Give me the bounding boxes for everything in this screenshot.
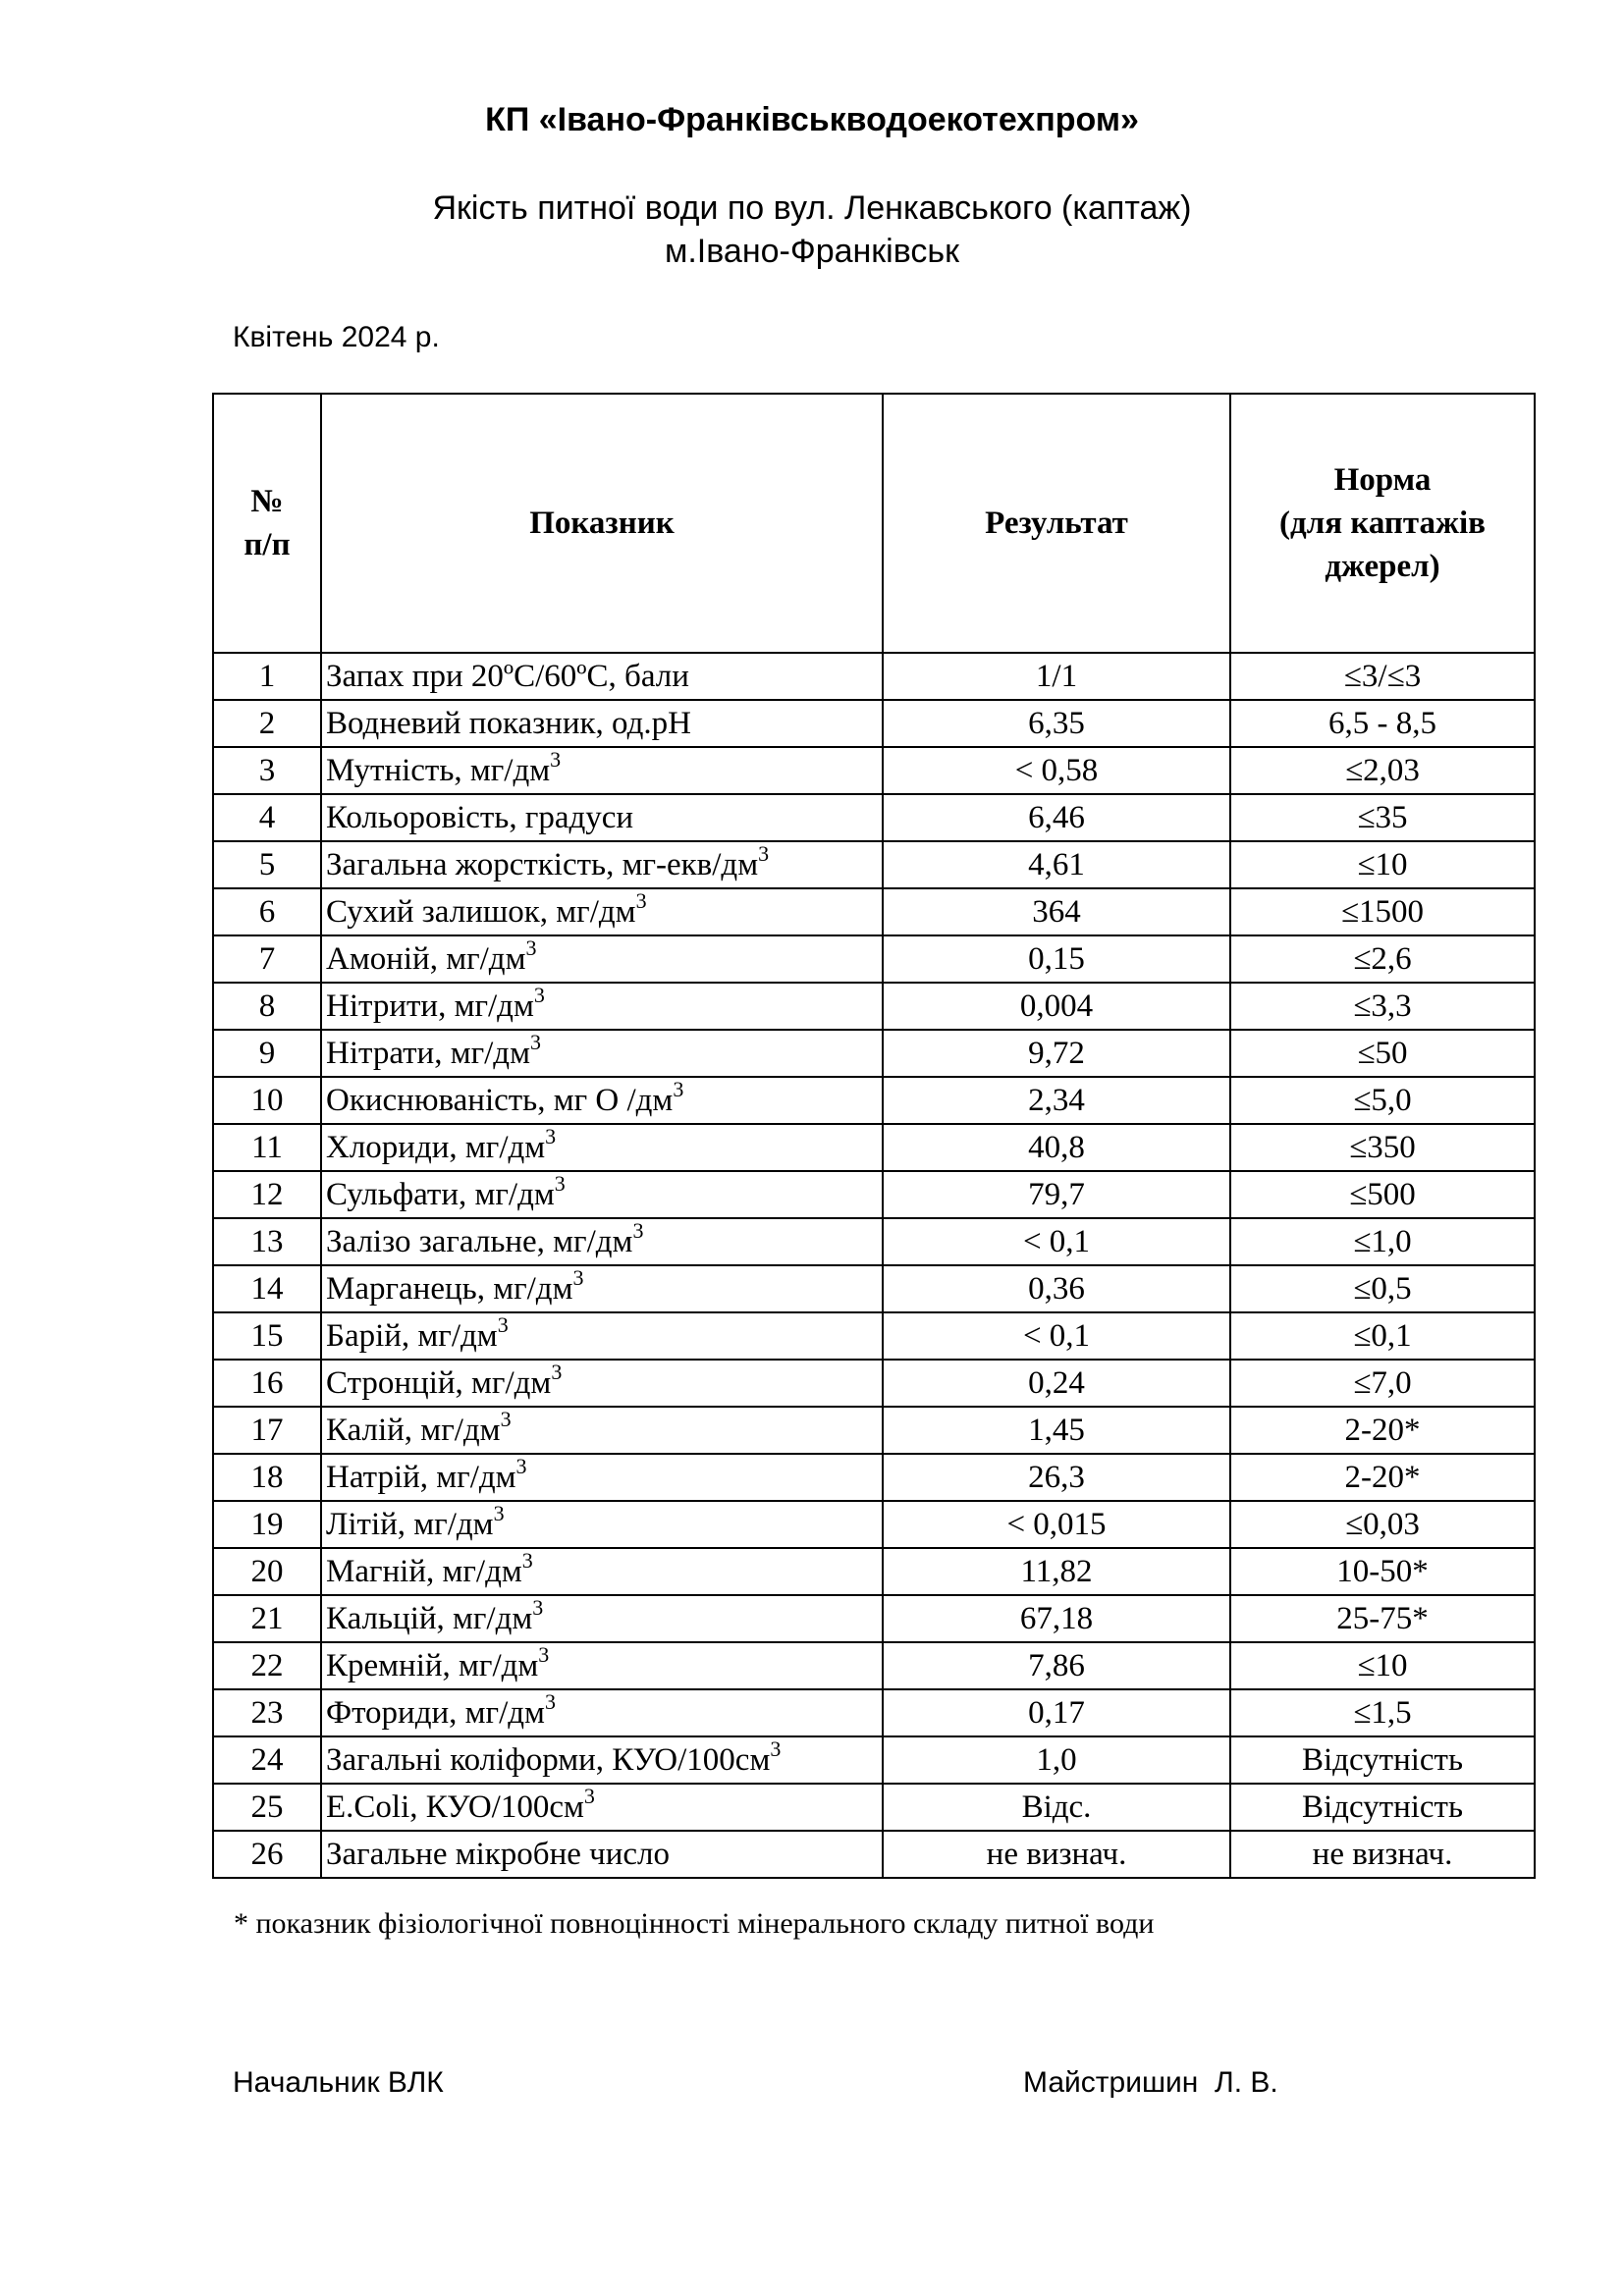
table-row: [213, 1689, 1535, 1736]
row-number: 7: [213, 935, 321, 983]
result-value: 9,72: [883, 1030, 1230, 1077]
row-number: 12: [213, 1171, 321, 1218]
indicator-label: Літій, мг/дм: [326, 1507, 494, 1542]
result-value: не визнач.: [883, 1831, 1230, 1878]
result-value: 0,17: [883, 1689, 1230, 1736]
result-value: 7,86: [883, 1642, 1230, 1689]
table-row: [213, 1784, 1535, 1831]
table-row: [213, 1360, 1535, 1407]
result-value: 1,0: [883, 1736, 1230, 1784]
row-number: 20: [213, 1548, 321, 1595]
indicator-label: Хлориди, мг/дм: [326, 1130, 546, 1165]
indicator-name: [321, 1265, 883, 1312]
row-number: 13: [213, 1218, 321, 1265]
indicator-name: [321, 700, 883, 747]
result-value: 4,61: [883, 841, 1230, 888]
norm-value: ≤3/≤3: [1230, 653, 1535, 700]
unit-superscript: 3: [545, 1124, 557, 1148]
norm-value: ≤10: [1230, 1642, 1535, 1689]
norm-value: 10-50*: [1230, 1548, 1535, 1595]
row-number: 21: [213, 1595, 321, 1642]
table-row: [213, 983, 1535, 1030]
unit-superscript: 3: [635, 888, 647, 913]
report-date: Квітень 2024 р.: [233, 321, 440, 353]
indicator-label: Натрій, мг/дм: [326, 1460, 516, 1495]
result-value: 1,45: [883, 1407, 1230, 1454]
indicator-label: Водневий показник, од.pH: [326, 706, 691, 741]
indicator-name: [321, 983, 883, 1030]
result-value: < 0,1: [883, 1312, 1230, 1360]
table-row: [213, 1736, 1535, 1784]
result-value: 0,15: [883, 935, 1230, 983]
result-value: 2,34: [883, 1077, 1230, 1124]
header-indicator: Показник: [321, 394, 883, 653]
unit-superscript: 3: [493, 1501, 505, 1525]
norm-value: ≤5,0: [1230, 1077, 1535, 1124]
table-row: [213, 1831, 1535, 1878]
norm-value: ≤2,03: [1230, 747, 1535, 794]
indicator-name: [321, 1548, 883, 1595]
unit-superscript: 3: [521, 1548, 533, 1573]
row-number: 6: [213, 888, 321, 935]
row-number: 19: [213, 1501, 321, 1548]
unit-superscript: 3: [533, 983, 545, 1007]
indicator-name: [321, 1312, 883, 1360]
signature-name: Майстришин Л. В.: [1023, 2066, 1278, 2099]
unit-superscript: 3: [497, 1312, 509, 1337]
table-row: [213, 1218, 1535, 1265]
indicator-label: Сульфати, мг/дм: [326, 1177, 555, 1212]
unit-superscript: 3: [538, 1642, 550, 1667]
indicator-label: Сухий залишок, мг/дм: [326, 894, 636, 930]
table-row: [213, 841, 1535, 888]
result-value: 0,36: [883, 1265, 1230, 1312]
norm-value: ≤1,0: [1230, 1218, 1535, 1265]
table-row: [213, 1265, 1535, 1312]
indicator-label: Марганець, мг/дм: [326, 1271, 573, 1307]
indicator-name: [321, 1077, 883, 1124]
result-value: < 0,015: [883, 1501, 1230, 1548]
table-body: [213, 653, 1535, 1878]
indicator-name: [321, 1642, 883, 1689]
norm-value: ≤0,03: [1230, 1501, 1535, 1548]
table-row: [213, 1312, 1535, 1360]
indicator-label: Магній, мг/дм: [326, 1554, 522, 1589]
row-number: 26: [213, 1831, 321, 1878]
result-value: 1/1: [883, 653, 1230, 700]
norm-value: не визнач.: [1230, 1831, 1535, 1878]
norm-value: ≤1,5: [1230, 1689, 1535, 1736]
indicator-label: Запах при 20ºC/60ºC, бали: [326, 659, 689, 694]
result-value: 67,18: [883, 1595, 1230, 1642]
norm-value: Відсутність: [1230, 1784, 1535, 1831]
row-number: 15: [213, 1312, 321, 1360]
signature-position: Начальник ВЛК: [233, 2066, 444, 2099]
table-row: [213, 653, 1535, 700]
indicator-name: [321, 1407, 883, 1454]
indicator-name: [321, 1831, 883, 1878]
indicator-name: [321, 1784, 883, 1831]
indicator-label: Фториди, мг/дм: [326, 1695, 545, 1731]
row-number: 17: [213, 1407, 321, 1454]
table-row: [213, 1501, 1535, 1548]
table-row: [213, 1124, 1535, 1171]
row-number: 3: [213, 747, 321, 794]
indicator-name: [321, 1171, 883, 1218]
subtitle-line-2: м.Івано-Франківськ: [664, 233, 959, 270]
row-number: 8: [213, 983, 321, 1030]
subtitle-line-1: Якість питної води по вул. Ленкавського (каптаж): [432, 189, 1192, 227]
row-number: 2: [213, 700, 321, 747]
table-row: [213, 935, 1535, 983]
result-value: 364: [883, 888, 1230, 935]
row-number: 1: [213, 653, 321, 700]
indicator-name: [321, 653, 883, 700]
norm-value: 25-75*: [1230, 1595, 1535, 1642]
indicator-name: [321, 794, 883, 841]
indicator-label: Калій, мг/дм: [326, 1413, 501, 1448]
indicator-name: [321, 888, 883, 935]
table-row: [213, 1595, 1535, 1642]
table-row: [213, 1077, 1535, 1124]
table-row: [213, 747, 1535, 794]
unit-superscript: 3: [551, 1360, 563, 1384]
table-row: [213, 1030, 1535, 1077]
result-value: 40,8: [883, 1124, 1230, 1171]
norm-value: 6,5 - 8,5: [1230, 700, 1535, 747]
table-row: [213, 1407, 1535, 1454]
indicator-name: [321, 1501, 883, 1548]
result-value: 6,46: [883, 794, 1230, 841]
unit-superscript: 3: [500, 1407, 512, 1431]
indicator-name: [321, 1360, 883, 1407]
indicator-label: Окиснюваність, мг О /дм: [326, 1083, 674, 1118]
norm-value: Відсутність: [1230, 1736, 1535, 1784]
unit-superscript: 3: [770, 1736, 782, 1761]
table-header-row: [213, 394, 1535, 653]
indicator-label: Нітрити, мг/дм: [326, 988, 534, 1024]
result-value: 6,35: [883, 700, 1230, 747]
unit-superscript: 3: [554, 1171, 566, 1196]
indicator-label: Загальне мікробне число: [326, 1837, 671, 1872]
indicator-name: [321, 1454, 883, 1501]
table-row: [213, 1642, 1535, 1689]
indicator-name: [321, 747, 883, 794]
norm-value: ≤35: [1230, 794, 1535, 841]
indicator-name: [321, 1124, 883, 1171]
norm-value: 2-20*: [1230, 1454, 1535, 1501]
row-number: 14: [213, 1265, 321, 1312]
row-number: 24: [213, 1736, 321, 1784]
organization-title: КП «Івано-Франківськводоекотехпром»: [485, 101, 1139, 138]
table-row: [213, 1454, 1535, 1501]
indicator-label: E.Coli, КУО/100см: [326, 1789, 584, 1825]
norm-value: ≤500: [1230, 1171, 1535, 1218]
row-number: 4: [213, 794, 321, 841]
indicator-name: [321, 841, 883, 888]
indicator-name: [321, 1218, 883, 1265]
header-num: № п/п: [213, 394, 321, 653]
indicator-name: [321, 1736, 883, 1784]
row-number: 22: [213, 1642, 321, 1689]
result-value: < 0,1: [883, 1218, 1230, 1265]
indicator-name: [321, 1689, 883, 1736]
unit-superscript: 3: [532, 1595, 544, 1620]
unit-superscript: 3: [529, 1030, 541, 1054]
unit-superscript: 3: [632, 1218, 644, 1243]
header-norm: Норма (для каптажів джерел): [1230, 394, 1535, 653]
result-value: Відс.: [883, 1784, 1230, 1831]
indicator-label: Загальні коліформи, КУО/100см: [326, 1742, 771, 1778]
row-number: 11: [213, 1124, 321, 1171]
unit-superscript: 3: [544, 1689, 556, 1714]
norm-value: ≤1500: [1230, 888, 1535, 935]
result-value: 0,004: [883, 983, 1230, 1030]
header-result: Результат: [883, 394, 1230, 653]
unit-superscript: 3: [572, 1265, 584, 1290]
row-number: 18: [213, 1454, 321, 1501]
norm-value: ≤0,1: [1230, 1312, 1535, 1360]
indicator-label: Барій, мг/дм: [326, 1318, 498, 1354]
row-number: 23: [213, 1689, 321, 1736]
result-value: 26,3: [883, 1454, 1230, 1501]
norm-value: 2-20*: [1230, 1407, 1535, 1454]
norm-value: ≤7,0: [1230, 1360, 1535, 1407]
result-value: 79,7: [883, 1171, 1230, 1218]
row-number: 10: [213, 1077, 321, 1124]
unit-superscript: 3: [758, 841, 770, 866]
water-quality-table: [212, 393, 1536, 1879]
footnote: * показник фізіологічної повноцінності мінерального складу питної води: [234, 1907, 1155, 1940]
indicator-name: [321, 1030, 883, 1077]
table-row: [213, 700, 1535, 747]
unit-superscript: 3: [583, 1784, 595, 1808]
indicator-label: Стронцій, мг/дм: [326, 1365, 552, 1401]
unit-superscript: 3: [673, 1077, 684, 1101]
norm-value: ≤0,5: [1230, 1265, 1535, 1312]
row-number: 5: [213, 841, 321, 888]
norm-value: ≤2,6: [1230, 935, 1535, 983]
document-subtitle: [0, 187, 1624, 273]
indicator-label: Загальна жорсткість, мг-екв/дм: [326, 847, 759, 882]
norm-value: ≤3,3: [1230, 983, 1535, 1030]
row-number: 9: [213, 1030, 321, 1077]
result-value: 11,82: [883, 1548, 1230, 1595]
indicator-label: Нітрати, мг/дм: [326, 1036, 530, 1071]
table-row: [213, 1548, 1535, 1595]
table-row: [213, 888, 1535, 935]
indicator-label: Кольоровість, градуси: [326, 800, 634, 835]
row-number: 25: [213, 1784, 321, 1831]
indicator-name: [321, 935, 883, 983]
indicator-label: Кремній, мг/дм: [326, 1648, 539, 1683]
unit-superscript: 3: [515, 1454, 527, 1478]
norm-value: ≤10: [1230, 841, 1535, 888]
row-number: 16: [213, 1360, 321, 1407]
table-row: [213, 1171, 1535, 1218]
indicator-label: Амоній, мг/дм: [326, 941, 526, 977]
result-value: < 0,58: [883, 747, 1230, 794]
norm-value: ≤350: [1230, 1124, 1535, 1171]
result-value: 0,24: [883, 1360, 1230, 1407]
table-row: [213, 794, 1535, 841]
unit-superscript: 3: [525, 935, 537, 960]
indicator-label: Мутність, мг/дм: [326, 753, 551, 788]
indicator-label: Кальцій, мг/дм: [326, 1601, 533, 1636]
norm-value: ≤50: [1230, 1030, 1535, 1077]
indicator-name: [321, 1595, 883, 1642]
unit-superscript: 3: [550, 747, 562, 772]
indicator-label: Залізо загальне, мг/дм: [326, 1224, 633, 1259]
